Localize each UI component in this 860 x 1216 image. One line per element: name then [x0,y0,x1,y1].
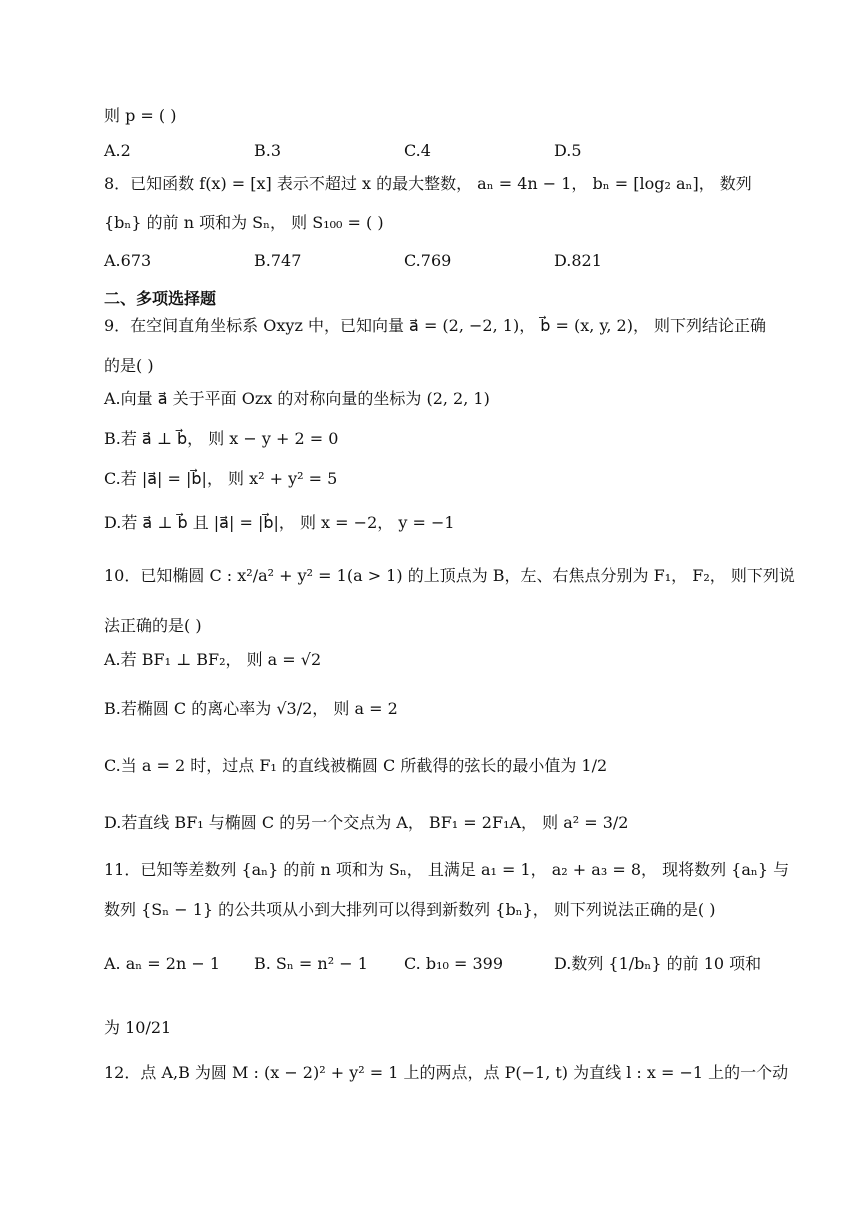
q9-option-d: D.若 a⃗ ⊥ b⃗ 且 |a⃗| = |b⃗|， 则 x = −2， y = −1 [104,513,455,532]
q10-option-c: C.当 a = 2 时，过点 F₁ 的直线被椭圆 C 所截得的弦长的最小值为 1/2 [104,756,608,775]
q8-option-d: D.821 [554,251,602,270]
q10-line-2: 法正确的是( ) [104,616,202,635]
q9-option-a: A.向量 a⃗ 关于平面 Ozx 的对称向量的坐标为 (2, 2, 1) [104,389,490,408]
q11-line-2: 数列 {Sₙ − 1} 的公共项从小到大排列可以得到新数列 {bₙ}， 则下列说法正确的是( ) [104,900,716,919]
q9-line-1: 9．在空间直角坐标系 Oxyz 中，已知向量 a⃗ = (2, −2, 1)， b⃗ = (x, y, 2)， 则下列结论正确 [104,316,767,335]
q11-option-c: C. b₁₀ = 399 [404,954,504,973]
q8-option-a: A.673 [104,251,152,270]
q11-option-a: A. aₙ = 2n − 1 [104,954,221,973]
q10-option-d: D.若直线 BF₁ 与椭圆 C 的另一个交点为 A， BF₁ = 2F₁A， 则 a² = 3/2 [104,813,629,832]
q8-line-1: 8．已知函数 f(x) = [x] 表示不超过 x 的最大整数， aₙ = 4n − 1， bₙ = [log₂ aₙ]， 数列 [104,174,752,193]
q10-line-1: 10．已知椭圆 C : x²/a² + y² = 1(a > 1) 的上顶点为 B，左、右焦点分别为 F₁， F₂， 则下列说 [104,566,795,585]
q9-line-2: 的是( ) [104,356,154,375]
q7-tail: 则 p = ( ) [104,106,177,125]
q7-option-b: B.3 [254,141,282,160]
q11-option-b: B. Sₙ = n² − 1 [254,954,368,973]
q12-line-1: 12．点 A,B 为圆 M : (x − 2)² + y² = 1 上的两点，点 P(−1, t) 为直线 l : x = −1 上的一个动 [104,1063,789,1082]
q9-option-b: B.若 a⃗ ⊥ b⃗， 则 x − y + 2 = 0 [104,429,339,448]
q7-option-c: C.4 [404,141,431,160]
q8-option-c: C.769 [404,251,452,270]
q9-option-c: C.若 |a⃗| = |b⃗|， 则 x² + y² = 5 [104,469,338,488]
q11-option-d: D.数列 {1/bₙ} 的前 10 项和 [554,954,762,973]
q7-option-d: D.5 [554,141,582,160]
q7-option-a: A.2 [104,141,131,160]
q11-line-1: 11．已知等差数列 {aₙ} 的前 n 项和为 Sₙ， 且满足 a₁ = 1， a₂ + a₃ = 8， 现将数列 {aₙ} 与 [104,860,790,879]
q10-option-b: B.若椭圆 C 的离心率为 √3/2， 则 a = 2 [104,699,398,718]
q11-tail: 为 10/21 [104,1018,172,1037]
section-heading-multiple-choice: 二、多项选择题 [104,289,217,308]
q10-option-a: A.若 BF₁ ⊥ BF₂， 则 a = √2 [104,650,322,669]
q8-option-b: B.747 [254,251,302,270]
q8-line-2: {bₙ} 的前 n 项和为 Sₙ， 则 S₁₀₀ = ( ) [104,213,384,232]
